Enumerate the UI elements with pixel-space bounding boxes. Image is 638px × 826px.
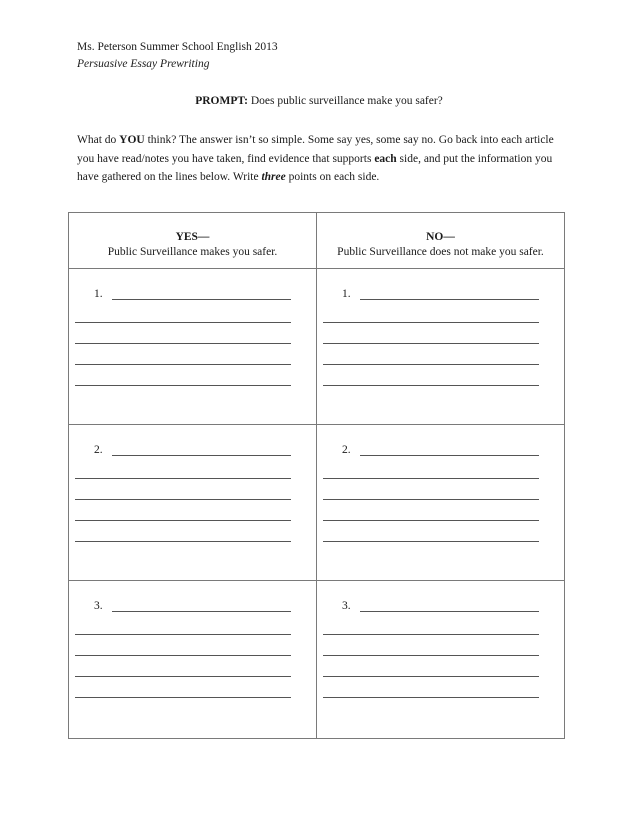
yes-point-1-cell xyxy=(69,269,317,425)
no-point-1-cell xyxy=(317,269,565,425)
answer-line[interactable] xyxy=(75,478,291,479)
answer-line[interactable] xyxy=(75,364,291,365)
answer-line[interactable] xyxy=(360,299,539,300)
answer-line[interactable] xyxy=(323,697,539,698)
answer-line[interactable] xyxy=(360,611,539,612)
prompt xyxy=(0,95,638,107)
answer-line[interactable] xyxy=(323,478,539,479)
answer-line[interactable] xyxy=(323,343,539,344)
answer-line[interactable] xyxy=(75,343,291,344)
instructions-text: points on each side. xyxy=(285,171,380,183)
point-number: 3. xyxy=(342,600,351,612)
no-title: NO— xyxy=(426,231,455,243)
answer-line[interactable] xyxy=(75,634,291,635)
instructions-emphasis-each: each xyxy=(374,152,397,165)
evidence-table xyxy=(68,212,565,739)
answer-line[interactable] xyxy=(360,455,539,456)
answer-line[interactable] xyxy=(112,299,291,300)
answer-line[interactable] xyxy=(323,676,539,677)
header-assignment: Persuasive Essay Prewriting xyxy=(77,58,210,70)
answer-line[interactable] xyxy=(75,676,291,677)
answer-line[interactable] xyxy=(323,520,539,521)
answer-line[interactable] xyxy=(323,364,539,365)
point-number: 1. xyxy=(94,288,103,300)
point-number: 1. xyxy=(342,288,351,300)
header-course: Ms. Peterson Summer School English 2013 xyxy=(77,41,278,53)
answer-line[interactable] xyxy=(75,697,291,698)
instructions-text: think? The answer isn’t so simple. Some say yes, some say no. Go back into each article you have read/notes you have taken, find evidence that supports xyxy=(77,134,554,165)
instructions-text: What do xyxy=(77,134,120,146)
instructions xyxy=(77,131,557,187)
answer-line[interactable] xyxy=(112,611,291,612)
answer-line[interactable] xyxy=(75,655,291,656)
prompt-text: Does public surveillance make you safer? xyxy=(248,95,443,107)
prompt-label: PROMPT: xyxy=(195,95,248,107)
answer-line[interactable] xyxy=(75,499,291,500)
point-number: 2. xyxy=(342,444,351,456)
no-subtitle: Public Surveillance does not make you safer. xyxy=(337,246,544,258)
point-number: 3. xyxy=(94,600,103,612)
answer-line[interactable] xyxy=(323,634,539,635)
answer-line[interactable] xyxy=(75,385,291,386)
answer-line[interactable] xyxy=(323,655,539,656)
instructions-emphasis-three: three xyxy=(261,171,286,183)
answer-line[interactable] xyxy=(323,499,539,500)
no-point-2-cell xyxy=(317,425,565,581)
answer-line[interactable] xyxy=(323,541,539,542)
yes-subtitle: Public Surveillance makes you safer. xyxy=(107,246,278,258)
point-number: 2. xyxy=(94,444,103,456)
answer-line[interactable] xyxy=(75,322,291,323)
answer-line[interactable] xyxy=(323,322,539,323)
yes-point-3-cell xyxy=(69,581,317,739)
answer-line[interactable] xyxy=(323,385,539,386)
no-point-3-cell xyxy=(317,581,565,739)
instructions-text: side, and put the information you have gathered on the lines below. Write xyxy=(77,152,553,183)
answer-line[interactable] xyxy=(75,520,291,521)
answer-line[interactable] xyxy=(75,541,291,542)
yes-title: YES— xyxy=(175,231,210,243)
yes-point-2-cell xyxy=(69,425,317,581)
instructions-emphasis-you: YOU xyxy=(119,134,145,146)
no-column-header xyxy=(317,213,565,269)
answer-line[interactable] xyxy=(112,455,291,456)
yes-column-header xyxy=(69,213,317,269)
